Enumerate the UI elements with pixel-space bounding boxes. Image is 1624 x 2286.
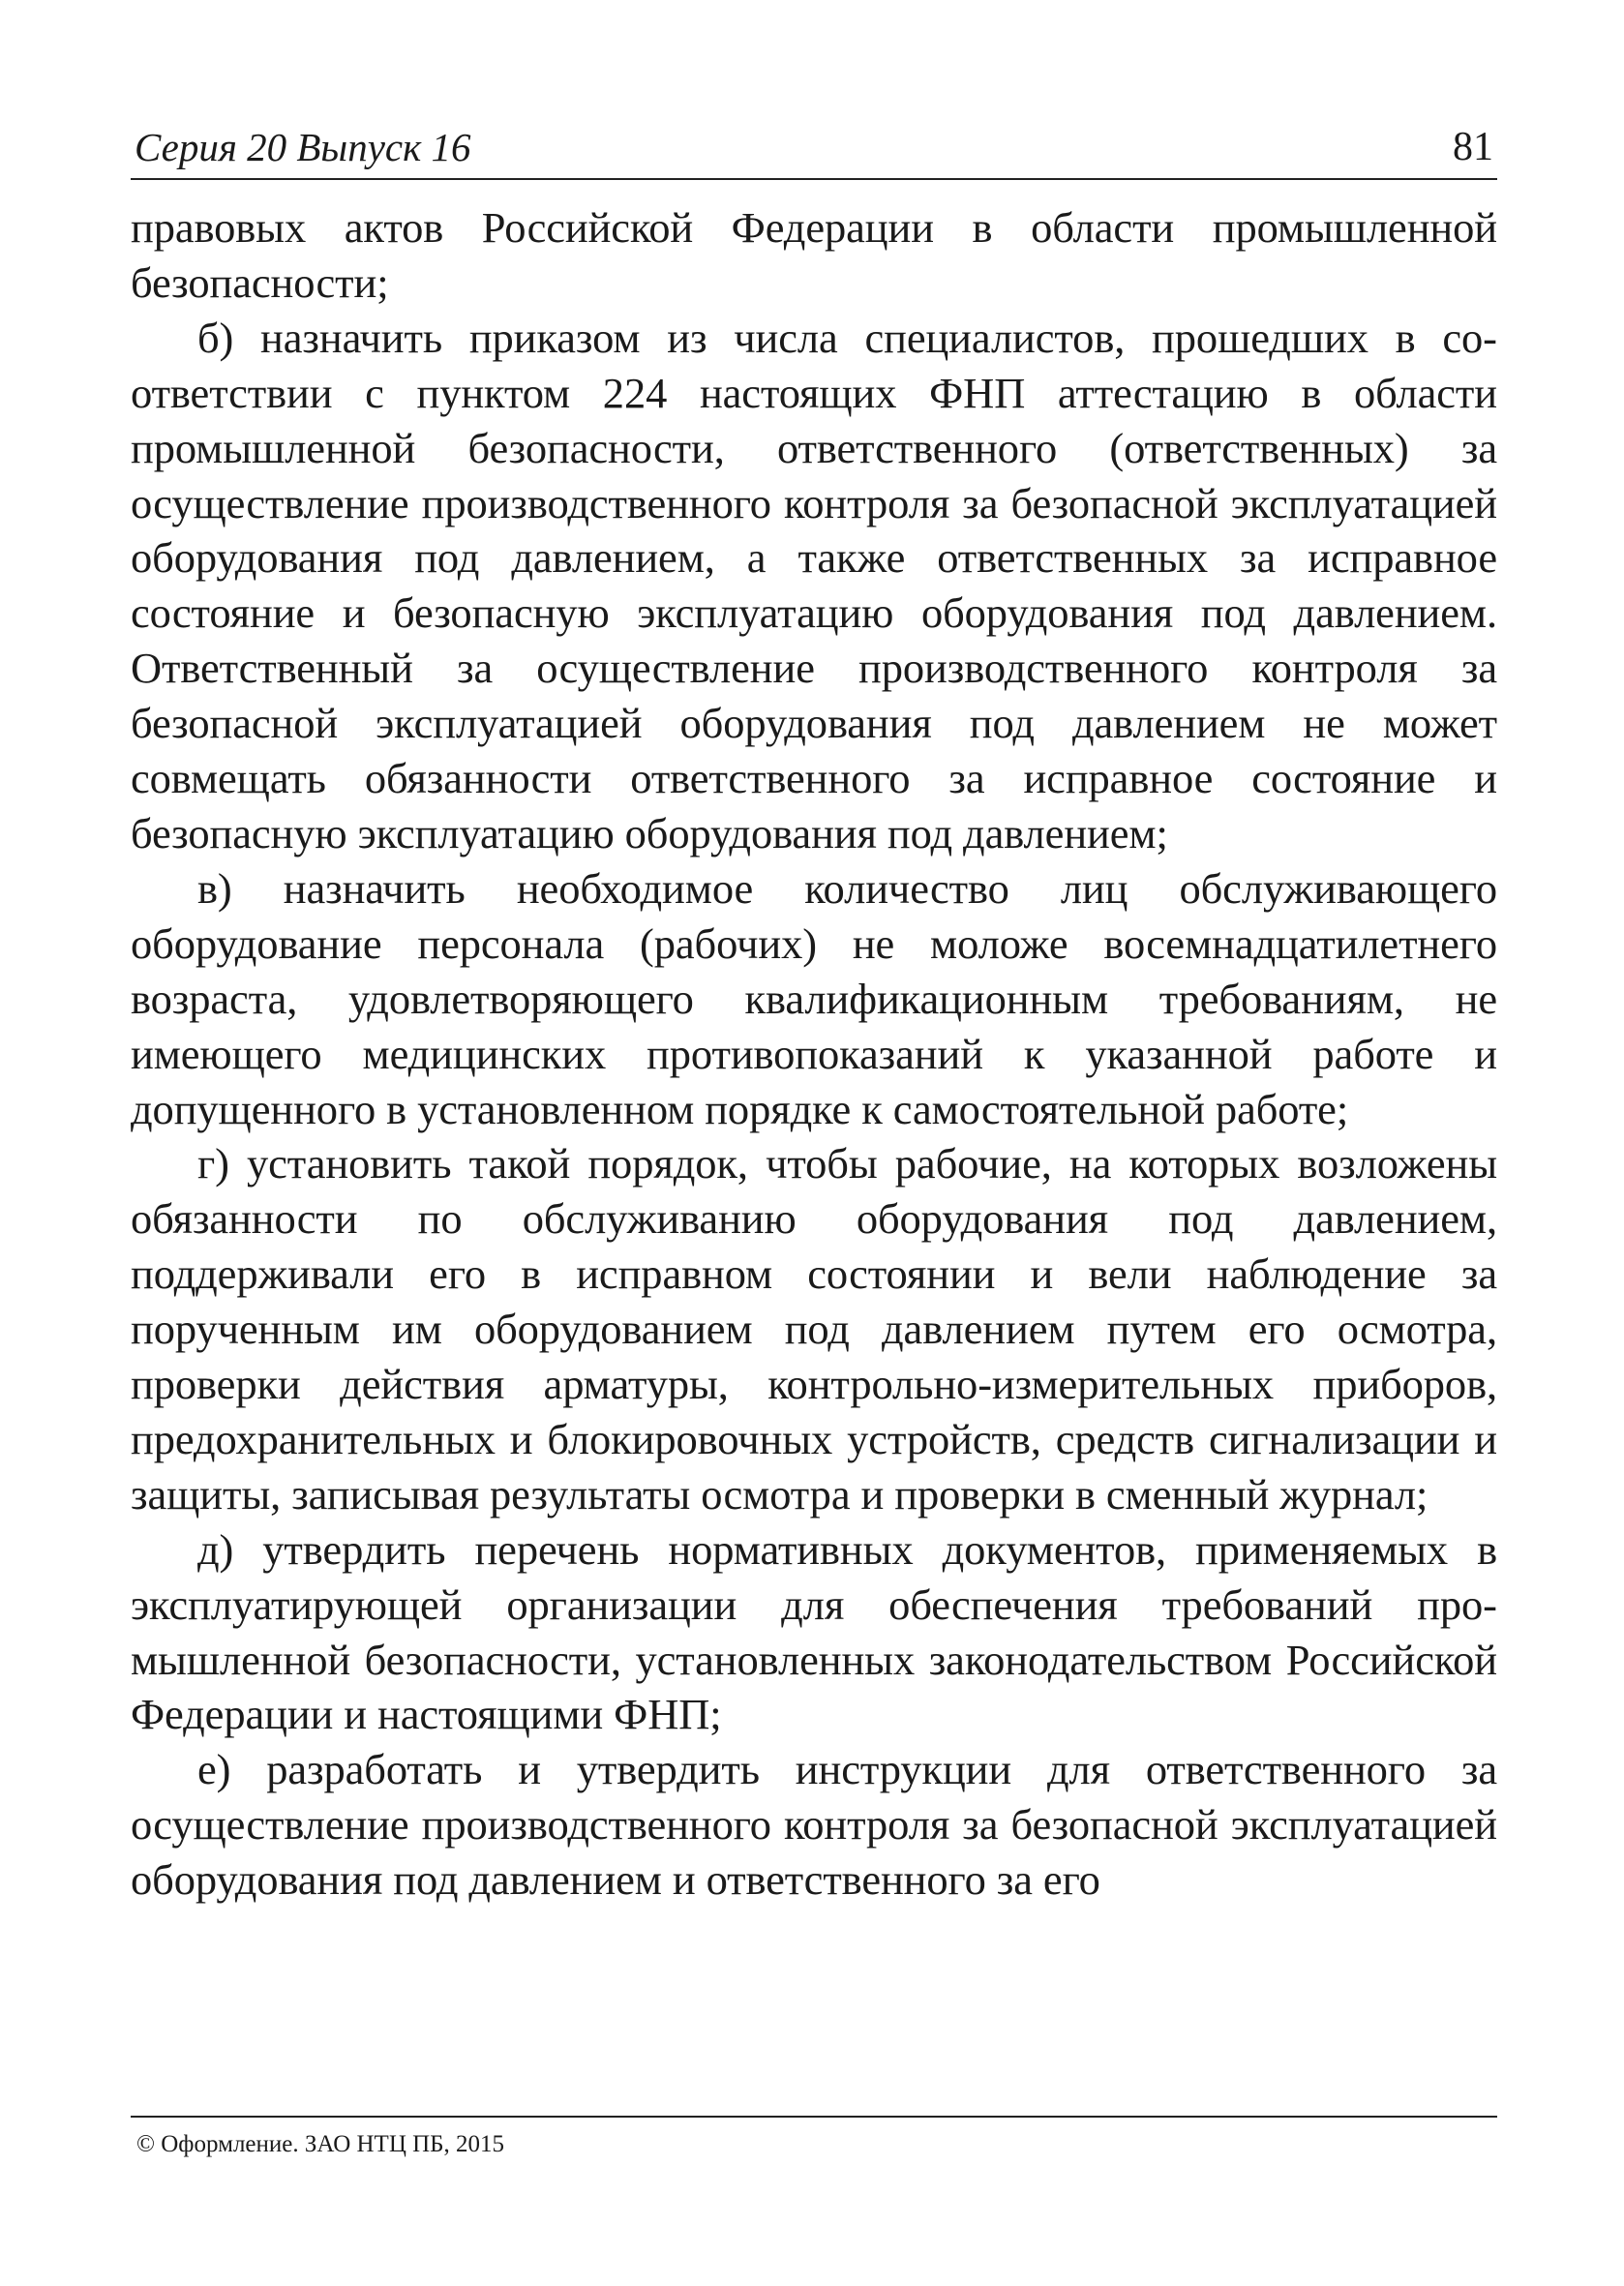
paragraph-continuation: правовых актов Российской Федерации в области промышленной безопасности; [131, 203, 1497, 307]
body-text [131, 200, 1497, 1908]
page-number: 81 [1453, 125, 1493, 169]
footer-divider [131, 2116, 1497, 2118]
paragraph-item-g: г) установить такой порядок, чтобы рабочие, на которых возложены обязанности по обслуживанию оборудования под давлением, поддерживали его в исправном состоянии и вели наблюдение за порученным им оборудованием под давлением путем его осмотра, проверки действия арматуры, контрольно-измерительных приборов, предохранительных и блокировочных устройств, средств сигнализации и защиты, записывая результаты осмотра и проверки в сменный журнал; [131, 1139, 1497, 1519]
copyright-notice: © Оформление. ЗАО НТЦ ПБ, 2015 [136, 2131, 505, 2157]
paragraph-item-e: е) разработать и утвердить инструкции для ответственного за осуществление производственного контроля за безопасной эксплуатацией оборудования под давлением и ответственного за его [131, 1745, 1497, 1905]
paragraph-item-v: в) назначить необходимое количество лиц обслуживающего оборудование персонала (рабочих) не моложе восемнадцатилетнего возраста, удовлетворяющего квалификационным требованиям, не имеющего медицинских противопоказаний к указанной работе и допущенного в установленном порядке к самостоятельной работе; [131, 863, 1497, 1133]
paragraph-item-d: д) утвердить перечень нормативных документов, применяемых в эксплуатирующей организации для обеспечения требований промышленной безопасности, установленных законодательством Российской Федерации и настоящими ФНП; [131, 1524, 1497, 1739]
series-title: Серия 20 Выпуск 16 [135, 125, 471, 169]
paragraph-item-b: б) назначить приказом из числа специалистов, прошедших в соответствии с пунктом 224 настоящих ФНП аттестацию в области промышленной безопасности, ответственного (ответственных) за осуществление производственного контроля за безопасной эксплуатацией оборудования под давлением, а также ответственных за исправное состояние и безопасную эксплуатацию оборудования под давлением. Ответственный за осуществление производственного контроля за безопасной эксплуатацией оборудования под давлением не может совмещать обязанности ответственного за исправное состояние и безопасную эксплуатацию оборудования под давлением; [131, 313, 1497, 857]
running-header [131, 118, 1497, 180]
